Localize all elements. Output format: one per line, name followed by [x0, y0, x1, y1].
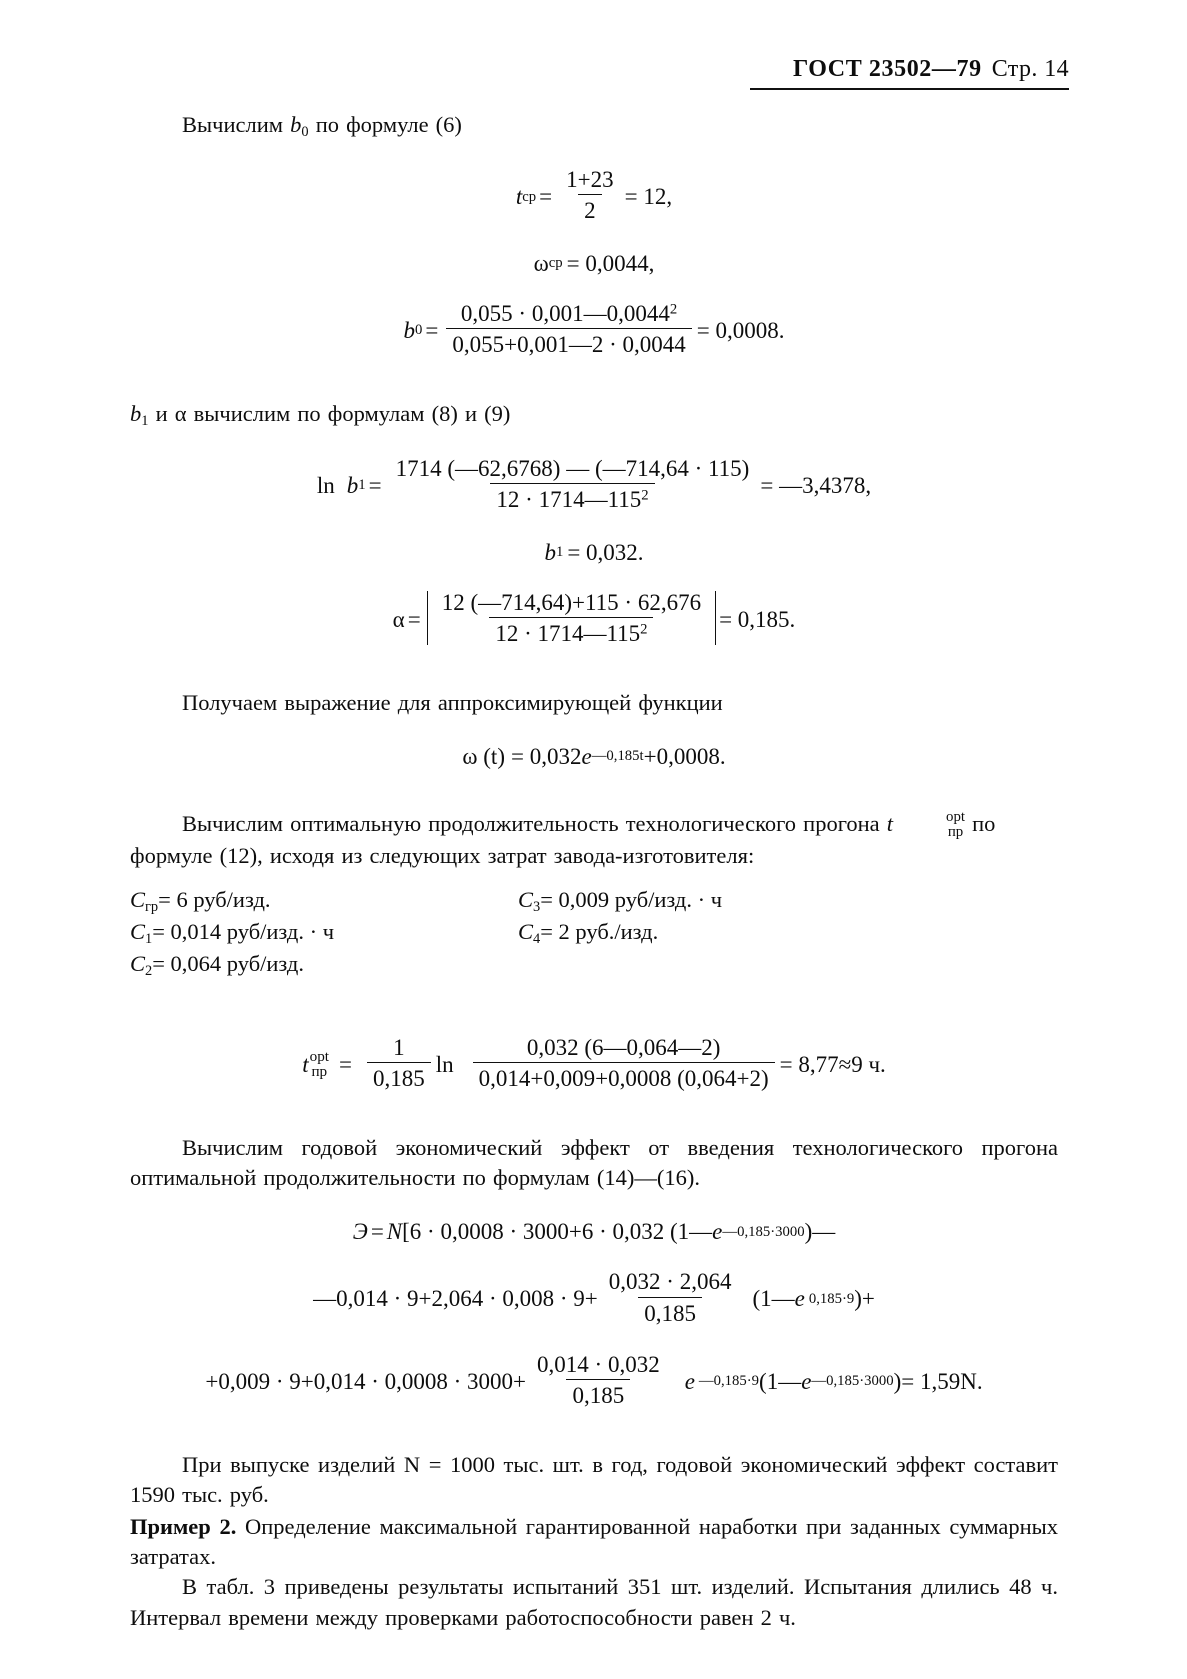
page-content — [130, 110, 1058, 1633]
page-number: Стр. 14 — [991, 56, 1069, 82]
superscript-opt: opt — [309, 1047, 329, 1065]
equals-sign: = — [407, 606, 421, 632]
denominator: 0,055+0,001—2 · 0,0044 — [446, 328, 691, 357]
text-fragment: по — [965, 811, 996, 837]
symbol-t: t — [515, 183, 523, 209]
symbol-t: t — [886, 811, 894, 837]
equation-t-cp — [130, 168, 1058, 225]
paragraph-approx-function: Получаем выражение для аппроксимирующей функции — [182, 689, 723, 715]
symbol-C: C — [130, 950, 146, 976]
subscript: гр — [145, 899, 159, 916]
paragraph-compute-b0 — [130, 110, 1058, 142]
paragraph-example-2 — [130, 1512, 1058, 1572]
superscript-opt: opt — [946, 809, 966, 826]
cost-parameters — [130, 885, 1058, 980]
cost-row — [130, 885, 518, 917]
numerator: 0,014 · 0,032 — [537, 1351, 660, 1377]
numerator: 0,032 · 2,064 — [608, 1269, 732, 1295]
result: = 12, — [624, 183, 673, 209]
equals-sign: = — [368, 472, 382, 498]
expression-middle: (1— — [759, 1368, 802, 1394]
symbol-C: C — [518, 887, 534, 913]
numerator — [455, 301, 683, 328]
paragraph-optimal-duration — [130, 809, 1058, 841]
fraction-t-opt-arg — [473, 1035, 775, 1092]
equation-b0 — [130, 302, 1058, 359]
subscript: 2 — [145, 962, 153, 979]
rhs-coefficient: = 0,032 — [510, 743, 582, 769]
value: = 0,032. — [567, 539, 644, 565]
symbol-alpha: α — [392, 606, 405, 632]
fraction-effect-3 — [531, 1352, 666, 1409]
exponent: 0,185·9 — [808, 1290, 855, 1307]
cost-value: = 6 руб/изд. — [158, 887, 271, 913]
cost-value: = 0,014 руб/изд. · ч — [152, 918, 335, 944]
subscript-pr: пр — [947, 824, 964, 841]
subscript-0: 0 — [415, 322, 423, 339]
symbol-b: b — [290, 112, 302, 137]
absolute-bar-right — [715, 591, 716, 645]
header-rule — [750, 88, 1069, 90]
exponent: —0,185t — [591, 748, 644, 765]
subscript-0: 0 — [301, 124, 309, 141]
expression-tail: )+ — [854, 1286, 875, 1312]
subscript: 1 — [145, 930, 153, 947]
denominator: 0,185 — [566, 1379, 630, 1408]
subscript-1: 1 — [555, 544, 564, 561]
equation-effect-line2 — [130, 1271, 1058, 1328]
cost-value: = 0,064 руб/изд. — [152, 950, 304, 976]
subscript-pr: пр — [311, 1062, 328, 1080]
denominator: 0,185 — [638, 1297, 702, 1326]
paragraph-b1-alpha — [130, 399, 1058, 431]
cost-value: = 2 руб./изд. — [540, 918, 659, 944]
denominator — [490, 483, 654, 512]
fraction-b0 — [446, 301, 691, 358]
exponent-2: 2 — [641, 487, 649, 504]
page-header — [130, 44, 1069, 90]
expression-tail: )— — [804, 1219, 836, 1245]
equation-effect-line3 — [130, 1353, 1058, 1410]
equals-sign: = — [539, 183, 553, 209]
value: = 0,0044, — [566, 250, 655, 276]
subscript-1: 1 — [141, 412, 149, 429]
equation-b1-value — [130, 540, 1058, 565]
absolute-bar-left — [427, 591, 428, 645]
symbol-C: C — [130, 918, 146, 944]
fraction-t-cp — [560, 167, 619, 224]
cost-row — [130, 949, 518, 981]
exponent: —0,185·3000 — [722, 1223, 805, 1240]
denominator — [489, 617, 653, 646]
numerator-text: 0,055 · 0,001—0,0044 — [460, 300, 670, 326]
equation-omega-cp — [130, 251, 1058, 276]
denominator-text: 12 · 1714—115 — [496, 487, 642, 513]
result: = 8,77≈9 ч. — [779, 1052, 886, 1078]
symbol-b: b — [130, 400, 142, 426]
numerator: 1+23 — [566, 166, 614, 192]
t-opt-pr-script — [894, 810, 965, 840]
expression-prefix: —0,014 · 9+2,064 · 0,008 · 9+ — [313, 1286, 598, 1312]
text-fragment: Вычислим — [182, 112, 291, 137]
header-text — [793, 56, 1069, 83]
expression-prefix: +0,009 · 9+0,014 · 0,0008 · 3000+ — [205, 1368, 527, 1394]
equation-omega-t — [130, 744, 1058, 769]
result: = 0,185. — [719, 606, 796, 632]
cost-row — [518, 885, 722, 917]
denominator-text: 12 · 1714—115 — [495, 620, 641, 646]
text-fragment: Вычислим оптимальную продолжительность технологического прогона — [182, 811, 887, 837]
exponent: —0,185·3000 — [811, 1373, 894, 1390]
subscript-1: 1 — [358, 477, 366, 494]
symbol-e: e — [794, 1286, 805, 1312]
numerator: 0,032 (6—0,064—2) — [526, 1035, 721, 1061]
equation-alpha — [130, 591, 1058, 648]
symbol-e: e — [712, 1219, 723, 1245]
cost-row — [130, 917, 518, 949]
symbol-b: b — [403, 317, 416, 343]
expression-body: [6 · 0,0008 · 3000+6 · 0,032 (1— — [402, 1219, 713, 1245]
paragraph-table-3: В табл. 3 приведены результаты испытаний 351 шт. изделий. Испытания длились 48 ч. Интервал времени между проверками работоспособности равен 2 ч. — [130, 1574, 1058, 1630]
paragraph-output: При выпуске изделий N = 1000 тыс. шт. в год, годовой экономический эффект составит 1590 тыс. руб. — [130, 1451, 1058, 1507]
fraction-one-over-alpha — [367, 1035, 431, 1092]
text-fragment: и α вычислим по формулам (8) и (9) — [148, 400, 511, 426]
expression-middle: (1— — [752, 1286, 795, 1312]
exponent: —0,185·9 — [698, 1373, 760, 1390]
equals-sign: = — [339, 1052, 352, 1078]
symbol-e: e — [684, 1368, 695, 1394]
numerator: 1714 (—62,6768) — (—714,64 · 115) — [395, 455, 750, 481]
equation-effect-line1 — [130, 1219, 1058, 1244]
subscript-cp: ср — [548, 255, 563, 272]
symbol-b: b — [544, 539, 556, 565]
paragraph-optimal-duration-2: формуле (12), исходя из следующих затрат завода-изготовителя: — [130, 843, 755, 869]
symbol-N: N — [386, 1219, 403, 1245]
cost-column-left — [130, 885, 518, 980]
denominator: 0,014+0,009+0,0008 (0,064+2) — [473, 1062, 775, 1091]
t-opt-pr-script — [310, 1049, 329, 1080]
equation-ln-b1 — [130, 457, 1058, 514]
text-fragment: по формуле (6) — [308, 112, 462, 137]
result: = 0,0008. — [696, 317, 785, 343]
denominator: 2 — [578, 194, 602, 223]
symbol-b: b — [346, 472, 359, 498]
fraction-effect-2 — [603, 1269, 738, 1326]
cost-column-right — [518, 885, 722, 980]
expression-tail: ) — [893, 1368, 902, 1394]
exponent-2: 2 — [640, 621, 648, 638]
symbol-C: C — [518, 918, 534, 944]
symbol-E: Э — [352, 1219, 368, 1245]
equation-t-opt — [130, 1036, 1058, 1093]
equals-sign: = — [370, 1219, 384, 1245]
numerator: 12 (—714,64)+115 · 62,676 — [441, 589, 702, 615]
equals-sign: = — [425, 317, 439, 343]
symbol-e: e — [581, 743, 592, 769]
denominator: 0,185 — [367, 1062, 431, 1091]
subscript: 4 — [533, 930, 541, 947]
subscript-cp: ср — [522, 188, 537, 205]
example-2-text: Определение максимальной гарантированной наработки при заданных суммарных затратах. — [130, 1514, 1059, 1570]
result: = —3,4378, — [760, 472, 872, 498]
fraction-ln-b1 — [390, 456, 756, 513]
fraction-alpha — [436, 590, 707, 647]
standard-number: ГОСТ 23502—79 — [792, 56, 982, 82]
symbol-e: e — [801, 1368, 812, 1394]
ln-operator: ln — [316, 472, 335, 498]
subscript: 3 — [533, 899, 541, 916]
symbol-t: t — [302, 1052, 309, 1078]
ln-operator: ln — [435, 1052, 454, 1078]
rhs-constant: +0,0008. — [643, 743, 726, 769]
symbol-C: C — [130, 887, 146, 913]
omega-of-t: ω (t) — [462, 743, 505, 769]
cost-value: = 0,009 руб/изд. · ч — [540, 887, 723, 913]
symbol-omega: ω — [533, 250, 549, 276]
exponent-2: 2 — [669, 301, 678, 318]
result: = 1,59N. — [901, 1368, 983, 1394]
numerator: 1 — [393, 1035, 405, 1061]
paragraph-annual-effect: Вычислим годовой экономический эффект от введения технологического прогона оптимальной продолжительности по формулам (14)—(16). — [130, 1135, 1058, 1191]
cost-row — [518, 917, 722, 949]
example-2-label: Пример 2. — [130, 1514, 237, 1540]
